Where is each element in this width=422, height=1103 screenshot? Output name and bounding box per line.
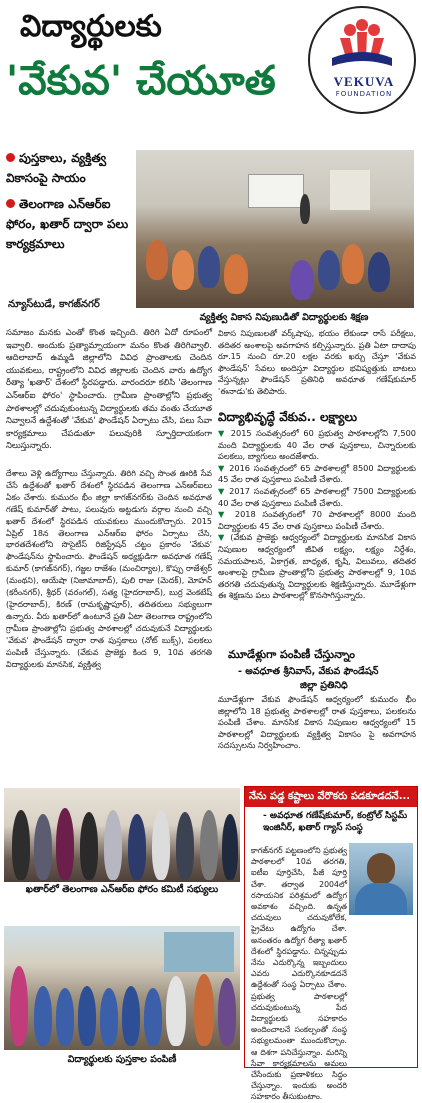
stats-text: 2017 సంవత్సరంలో 65 పాఠశాలల్లో 7500 విద్యార్థులకు 40 వేల రాత పుస్తకాలు పంపిణీ చేశారు. [218,485,416,508]
stats-item [218,532,416,602]
building [164,932,234,972]
stats-item [218,509,416,532]
headline-line-1: విద్యార్థులకు [20,9,162,44]
founder-story-box [244,786,418,1102]
logo-name: VEKUVA [333,74,395,89]
stats-text: 2015 సంవత్సరంలో 60 ప్రభుత్వ పాఠశాలల్లోని 7,500 మంది విద్యార్థులకు 40 వేల రాత పుస్తకాలు, చిన్నారులకు పలకలు, బ్యాగులు అందజేశారు. [218,428,417,462]
founder-face [367,853,395,885]
stats-item [218,486,416,509]
box-title: నేను పడ్డ కష్టాలు వేరొకరు పడకూడదనే... [245,787,417,807]
photo-classroom [136,150,414,308]
founder-photo [349,843,413,915]
photo-book-distribution [4,926,240,1050]
distribution-role: జిల్లా ప్రతినిధి [300,680,348,691]
right-intro-text: వికాస నిపుణులతో వర్క్‌షాపు, భయం లేకుండా రాసే పరీక్షలు, తదితర అంశాలపై అవగాహన కల్పిస్తున్నారు. ప్రతి ఏటా దాదాపు రూ.15 నుంచి రూ.20 లక్షల వరకు ఖర్చు చేస్తూ 'వేకువ ఫౌండేషన్' సేవలు అందిస్తూ విద్యార్థుల భవిష్యత్తుకు బాటలు వేస్తున్నట్లు ఫౌండేషన్ ప్రతినిధి అవధూత గణేష్‌కుమార్ 'ఈనాడు'కు తెలిపారు. [218,329,416,396]
stats-heading: విద్యాభివృద్ధే వేకువ.. లక్ష్యాలు [218,410,358,424]
left-body-text: దేశాలు వెళ్లి ఉద్యోగాలు చేస్తున్నారు. తిరిగి వచ్చి సొంత ఊరికి సేవ చేసే ఉద్దేశంతో ఖతార్ దేశంలో స్థిరపడిన తెలంగాణ ఎన్ఆర్ఐలు ఏకం చేశారు. కుమురం భీం జిల్లా కాగజ్‌నగర్‌కు చెందిన అవధూత గణేష్ కుమార్‌తో పాటు, పలువురు అట్టడుగు వర్గాల నుంచి వచ్చి ఖతార్ దేశంలో స్థిరపడిన యువకులు ముందుకొచ్చారు. 2015 ఏప్రిల్ 18న తెలంగాణ ఎన్ఆర్ఐ ఫోరం ఏర్పాటు చేసి, భారతదేశంలోని సొసైటీస్ రిజిస్ట్రేషన్ చట్టం ప్రకారం 'వేకువ' ఫౌండేషన్‌ను స్థాపించారు. ఫౌండేషన్ అధ్యక్షుడిగా అవధూత గణేష్ కుమార్ (కాగజ్‌నగర్), గజ్జల రాజేశం (మంచిర్యాల), కొప్పు రాజేశ్వర్ (మంథని), ఆయేషా (నిజామాబాద్), పులి రాజు (మెదక్), మోహన్ (కరీంనగర్), శ్రీధర్ (వరంగల్), సత్య (హైదరాబాద్), బుర్ర వెంకటేష్ (హైదరాబాద్), కిరణ్ (రామకృష్ణాపూర్), తదితరులు సభ్యులుగా ఉన్నారు. వీరు ఖతార్‌లో ఉంటూనే ప్రతి ఏటా తెలంగాణ రాష్ట్రంలోని గ్రామీణ ప్రాంతాల్లోని ప్రభుత్వ పాఠశాలల్లో చదువుకునే విద్యార్థులకు 'వేకువ' ఫౌండేషన్ ద్వారా రాత పుస్తకాలు (నోట్ బుక్స్), పలకలు పంపిణీ చేస్తున్నారు. (వేకువ ప్రాజెక్టు కింద 9, 10వ తరగతి విద్యార్థులకు మానసిక, వ్యక్తిత్వ [6,469,212,669]
stats-text: (వేకువ ప్రాజెక్టు ఆధ్వర్యంలో విద్యార్థులకు మానసిక వికాస నిపుణుల ఆధ్వర్యంలో జీవిత లక్ష్యం, లక్ష్యం నిర్దేశం, సమయపాలన, ఏకాగ్రత, బాధ్యత, కృషి, విలువలు, తదితర అంశాలపై గ్రామీణ ప్రాంతాల్లోని ప్రభుత్వ పాఠశాలల్లో 9, 10వ తరగతి చదువుతున్న విద్యార్థులకు శిక్షణిస్తున్నారు. మూడేళ్లుగా ఈ శిక్షణను పలు పాఠశాలల్లో కొనసాగిస్తున్నారు. [218,532,417,601]
distribution-heading: మూడేళ్లుగా పంపిణీ చేస్తున్నాం [228,648,355,661]
founder-shirt [355,883,407,915]
caption-bottom: విద్యార్థులకు పుస్తకాల పంపిణీ [67,1054,177,1065]
box-author: - అవధూత గణేష్‌కుమార్, కంట్రోల్ సిస్టమ్ ఇంజినీర్, ఖతార్ గ్యాస్ సంస్థ [263,811,408,833]
projection-screen [248,174,304,208]
distribution-author: - అవధూత శ్రీనివాస్, వేకువ ఫౌండేషన్ [238,666,379,677]
stats-text: 2016 సంవత్సరంలో 65 పాఠశాలల్లో 8500 విద్యార్థులకు 45 వేల రాత పుస్తకాలు పంపిణీ చేశారు. [218,462,416,485]
bullet-icon [6,153,15,162]
triangle-bullet-icon: ▼ [218,462,230,473]
box-text: కాగజ్‌నగర్ పట్టణంలోని ప్రభుత్వ పాఠశాలలో 10వ తరగతి, ఐటీఐ పూర్తిచేసి, పీజీ పూర్తి చేశా. తర్వాత 2004లో రసాయనిక పరిశ్రమలో ఉద్యోగ అవకాశం వచ్చింది. ఉన్నత చదువులు చదువుకోలేక, ప్రైవేటు ఉద్యోగం చేశా. అనంతరం ఉద్యోగ రీత్యా ఖతార్ దేశంలో స్థిరపడ్డాను. చిన్నప్పుడు నేను ఎదుర్కొన్న ఇబ్బందులు ఎవరు ఎదుర్కొనకూడదనే ఉద్దేశంతో సంస్థ ఏర్పాటు చేశాం. ప్రభుత్వ పాఠశాలల్లో చదువుకుంటున్న పేద విద్యార్థులకు సహకారం అందించాలనే సంకల్పంతో సంస్థ సభ్యులమంతా ముందుకొచ్చాం. ఆ దిశగా పనిచేస్తున్నాం. మరిన్ని సేవా కార్యక్రమాలను అమలు చేసేందుకు ప్రణాళికలు సిద్ధం చేస్తున్నాం. ఇందుకు అందరి సహకారం తీసుకుంటాం. [251,846,347,1102]
banner [330,170,370,210]
stats-item [218,428,416,463]
intro-text: సమాజం మనకు ఎంతో కొంత ఇచ్చింది. తిరిగి ఏదో రూపంలో ఇవ్వాలి. అందుకు ప్రత్యామ్నాయంగా మనం కొంత తిరిగివ్వాలి. ఆదిలాబాద్ ఉమ్మడి జిల్లాలోని వివిధ ప్రాంతాలకు చెందిన యువకులు, రాష్ట్రంలోని వివిధ జిల్లాలకు చెందిన వారు ఉద్యోగ రీత్యా 'ఖతార్' దేశంలో స్థిరపడ్డారు. వారందరూ కలిసి 'తెలంగాణ ఎన్ఆర్ఐ ఫోరం' స్థాపించారు. గ్రామీణ ప్రాంతాల్లోని ప్రభుత్వ పాఠశాలల్లో చదువుకుంటున్న విద్యార్థులకు తమ వంతు చేయూత నివ్వాలనే ఉద్దేశంతో 'వేకువ' ఫౌండేషన్ ఏర్పాటు చేసి, పలు సేవా కార్యక్రమాలు చేపడుతూ పలువురికి స్ఫూర్తిదాయకంగా నిలుస్తున్నారు. [6,327,212,451]
triangle-bullet-icon: ▼ [218,532,231,543]
highlights [6,148,132,254]
bullet-icon [6,199,15,208]
stats-list [218,428,416,602]
stats-text: 2018 సంవత్సరంలో 70 పాఠశాలల్లో 8000 మంది విద్యార్థులకు 45 వేల రాత పుస్తకాలు పంపిణీ చేశారు. [218,509,416,531]
highlight-text: పుస్తకాలు, వ్యక్తిత్వ వికాసంపై సాయం [6,151,107,185]
distribution-text: మూడేళ్లుగా వేకువ ఫౌండేషన్ ఆధ్వర్యంలో కుమురం భీం జిల్లాలోని 18 ప్రభుత్వ పాఠశాలల్లో రాత పుస్తకాలు, పలకలను పంపిణీ చేశాం. మానసిక వికాస నిపుణుల ఆధ్వర్యంలో 15 పాఠశాలల్లో విద్యార్థులకు వ్యక్తిత్వ వికాసం పై అవగాహన సదస్సులను నిర్వహించాం. [218,694,416,751]
headline-line-2: 'వేకువ' చేయూత [6,57,276,104]
dateline: న్యూస్‌టుడే, కాగజ్‌నగర్ [8,299,100,310]
triangle-bullet-icon: ▼ [218,509,235,520]
triangle-bullet-icon: ▼ [218,485,230,496]
stats-item [218,463,416,486]
caption-top: వ్యక్తిత్వ వికాస నిపుణుడితో విద్యార్థులకు శిక్షణ [199,312,369,323]
highlight-item [6,148,132,188]
photo-forum-committee [4,788,240,882]
highlight-item [6,194,132,254]
caption-middle: ఖతార్‌లో తెలంగాణ ఎన్ఆర్ఐ ఫోరం కమిటీ సభ్యులు [25,884,219,895]
highlight-text: తెలంగాణ ఎన్ఆర్ఐ ఫోరం, ఖతార్ ద్వారా పలు కార్యక్రమాలు [6,197,129,251]
vekuva-foundation-logo [308,6,416,114]
triangle-bullet-icon: ▼ [218,428,231,438]
logo-subtitle: FOUNDATION [335,90,393,98]
